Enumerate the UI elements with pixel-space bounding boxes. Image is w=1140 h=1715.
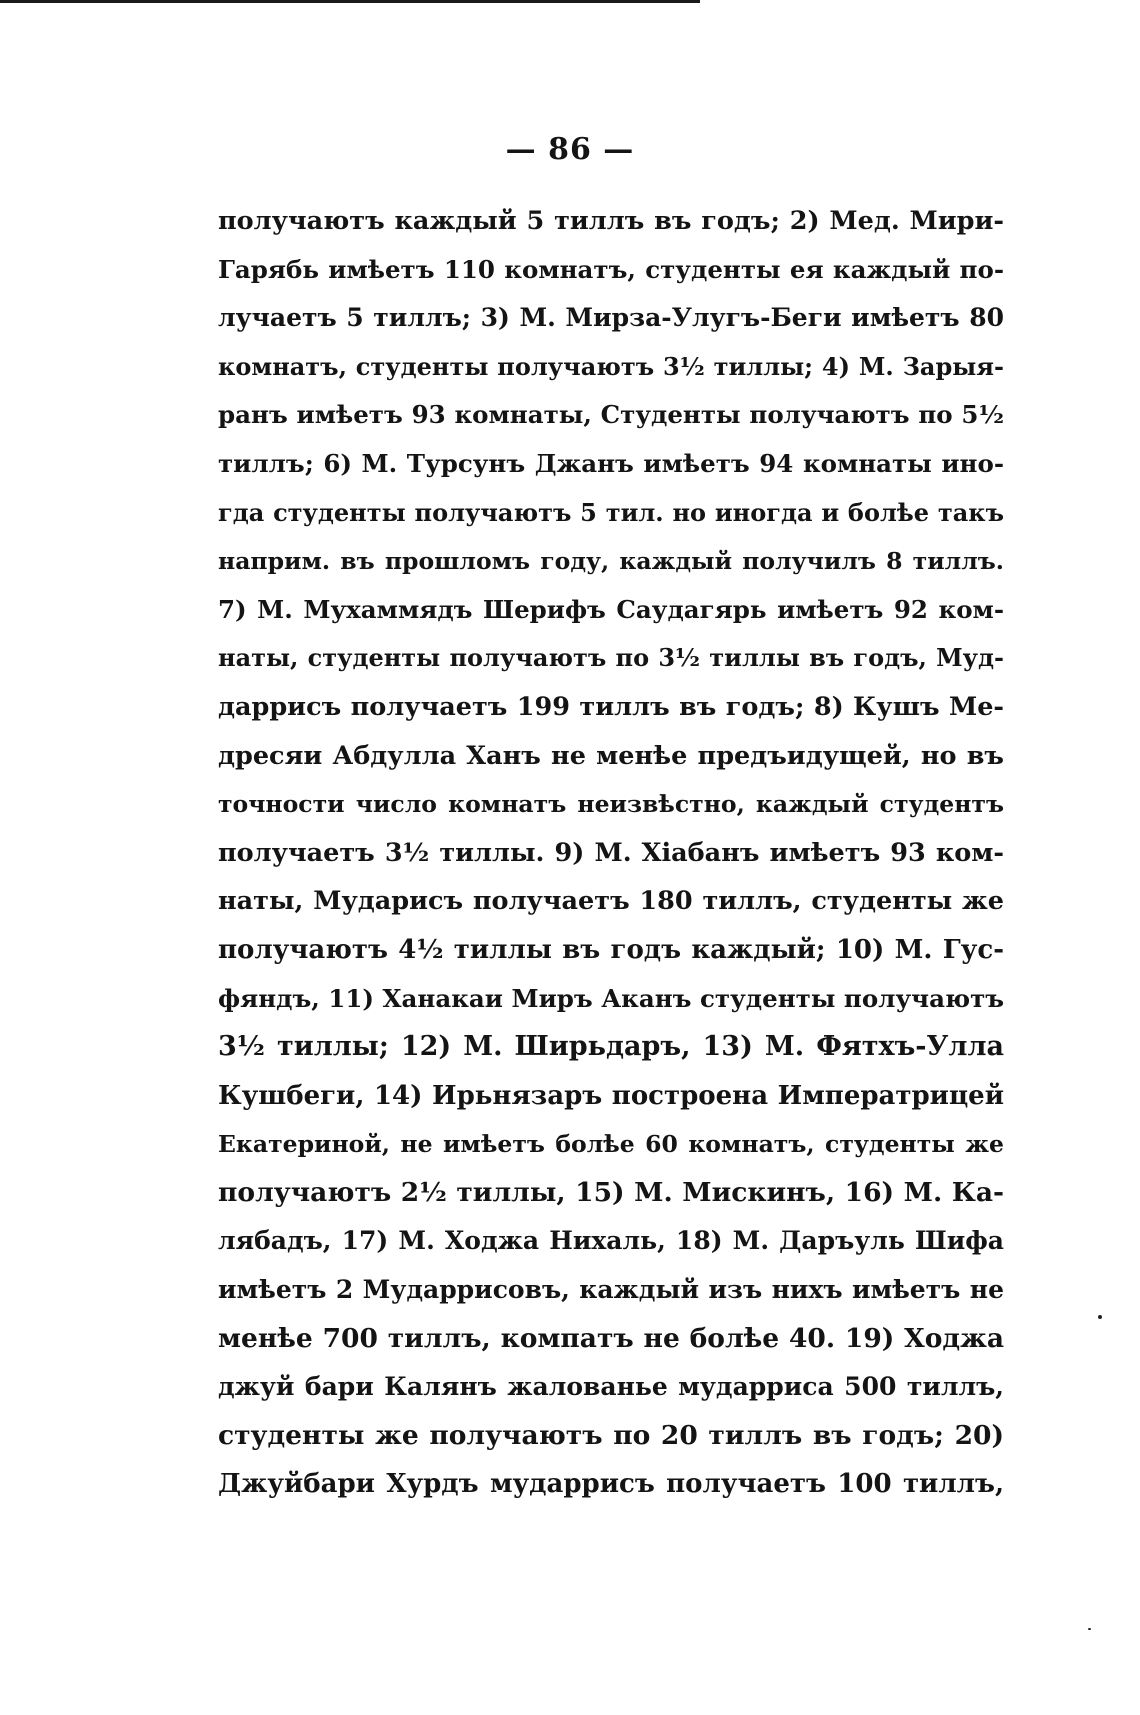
text-line: наты, студенты получаютъ по 3½ тиллы въ годъ, Муд- (218, 643, 1004, 673)
text-line: тиллъ; 6) М. Турсунъ Джанъ имѣетъ 94 комнаты ино- (218, 448, 1004, 478)
text-line: менѣе 700 тиллъ, компатъ не болѣе 40. 19) Ходжа (218, 1322, 1004, 1354)
text-line: гда студенты получаютъ 5 тил. но иногда и болѣе такъ (218, 497, 1004, 527)
page-number: — 86 — (505, 132, 635, 167)
text-line: Гарябь имѣетъ 110 комнатъ, студенты ея каждый по- (218, 254, 1004, 284)
text-line: джуй бари Калянъ жалованье мударриса 500 тиллъ, (218, 1372, 1004, 1402)
text-line: дресяи Абдулла Ханъ не менѣе предъидущей, но въ (218, 740, 1004, 771)
text-line: получаетъ 3½ тиллы. 9) М. Хіабанъ имѣетъ 93 ком- (218, 837, 1004, 868)
text-line: Екатериной, не имѣетъ болѣе 60 комнатъ, студенты же (218, 1130, 1004, 1159)
text-line: получаютъ 2½ тиллы, 15) М. Мискинъ, 16) М. Ка- (218, 1176, 1004, 1208)
text-line: фяндъ, 11) Ханакаи Миръ Аканъ студенты получаютъ (218, 983, 1004, 1013)
text-line: лучаетъ 5 тиллъ; 3) М. Мирза-Улугъ-Беги имѣетъ 80 (218, 303, 1004, 333)
body-text (218, 197, 1004, 1509)
text-line: точности число комнатъ неизвѣстно, каждый студентъ (218, 790, 1004, 819)
text-line: имѣетъ 2 Мударрисовъ, каждый изъ нихъ имѣетъ не (218, 1275, 1004, 1305)
text-line: наприм. въ прошломъ году, каждый получилъ 8 тиллъ. (218, 547, 1004, 576)
text-line: 7) М. Мухаммядъ Шерифъ Саудагярь имѣетъ 92 ком- (218, 594, 1004, 624)
text-line: ранъ имѣетъ 93 комнаты, Студенты получаютъ по 5½ (218, 400, 1004, 430)
text-line: 3½ тиллы; 12) М. Ширьдаръ, 13) М. Фятхъ-Улла (218, 1031, 1004, 1063)
text-line: получаютъ 4½ тиллы въ годъ каждый; 10) М. Гус- (218, 934, 1004, 965)
text-line: даррисъ получаетъ 199 тиллъ въ годъ; 8) Кушъ Ме- (218, 691, 1004, 722)
text-line: Кушбеги, 14) Ирьнязаръ построена Императрицей (218, 1080, 1004, 1111)
text-line: получаютъ каждый 5 тиллъ въ годъ; 2) Мед. Мири- (218, 206, 1004, 236)
text-line: Джуйбари Хурдъ мударрисъ получаетъ 100 тиллъ, (218, 1469, 1004, 1500)
text-line: наты, Мударисъ получаетъ 180 тиллъ, студенты же (218, 886, 1004, 917)
text-line: студенты же получаютъ по 20 тиллъ въ годъ; 20) (218, 1419, 1004, 1451)
text-line: лябадъ, 17) М. Ходжа Нихаль, 18) М. Даръуль Шифа (218, 1226, 1004, 1256)
print-speck (1088, 1628, 1091, 1630)
print-speck (1098, 1315, 1102, 1319)
text-line: комнатъ, студенты получаютъ 3½ тиллы; 4) М. Зарыя- (218, 351, 1004, 381)
top-rule (0, 0, 700, 3)
